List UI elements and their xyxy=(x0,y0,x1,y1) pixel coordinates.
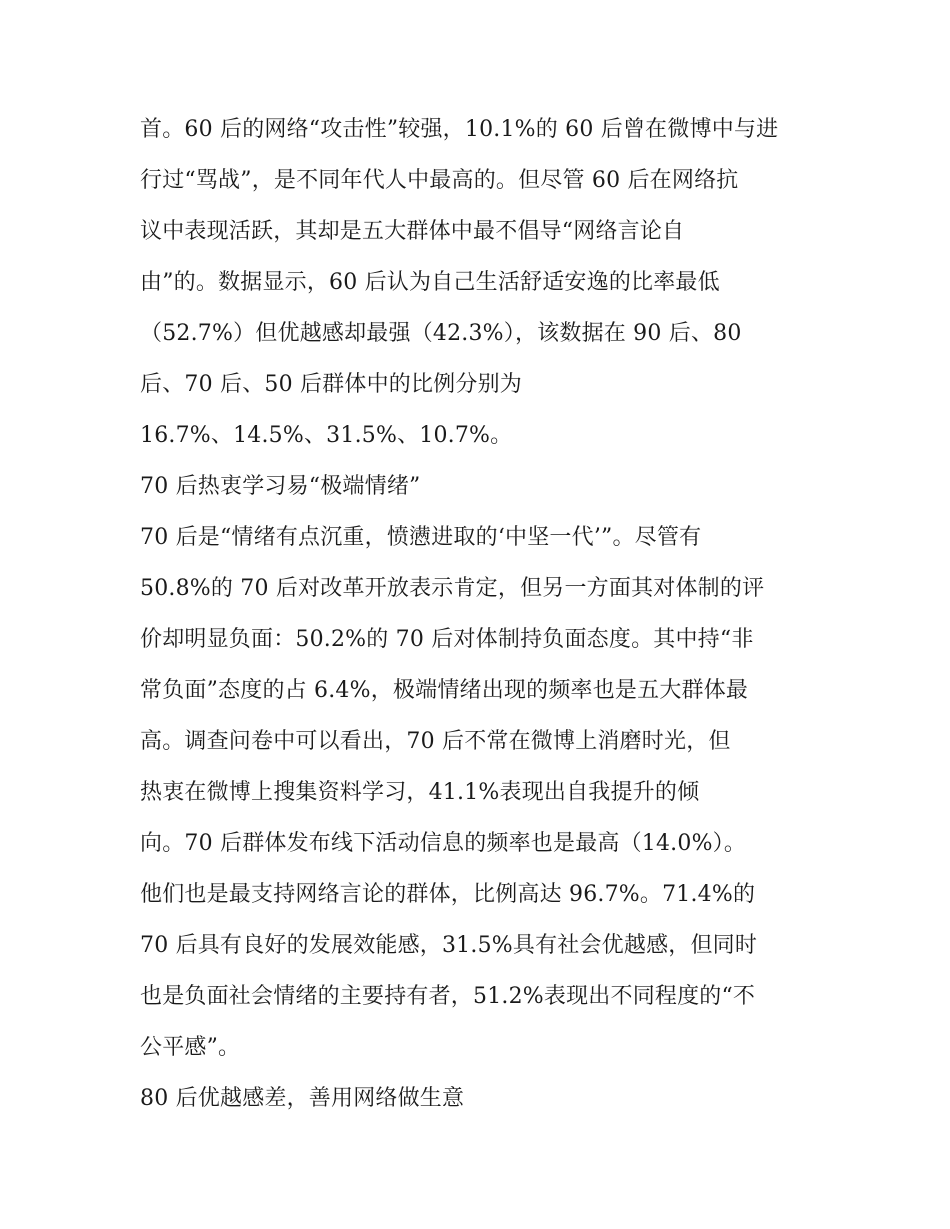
section-heading: 80 后优越感差，善用网络做生意 xyxy=(140,1086,465,1111)
text-line: 行过“骂战”，是不同年代人中最高的。但尽管 60 后在网络抗 xyxy=(140,168,739,193)
text-line: 首。60 后的网络“攻击性”较强，10.1%的 60 后曾在微博中与进 xyxy=(140,117,779,142)
text-line: 热衷在微博上搜集资料学习，41.1%表现出自我提升的倾 xyxy=(140,780,700,805)
text-line: 常负面”态度的占 6.4%，极端情绪出现的频率也是五大群体最 xyxy=(140,678,749,703)
text-line: 70 后具有良好的发展效能感，31.5%具有社会优越感，但同时 xyxy=(140,933,758,958)
text-line: 也是负面社会情绪的主要持有者，51.2%表现出不同程度的“不 xyxy=(140,984,756,1009)
text-line: 后、70 后、50 后群体中的比例分别为 xyxy=(140,372,522,397)
text-line: 由”的。数据显示，60 后认为自己生活舒适安逸的比率最低 xyxy=(140,270,720,295)
text-line: 向。70 后群体发布线下活动信息的频率也是最高（14.0%）。 xyxy=(140,831,747,856)
text-line: 他们也是最支持网络言论的群体，比例高达 96.7%。71.4%的 xyxy=(140,882,756,907)
text-line: 50.8%的 70 后对改革开放表示肯定，但另一方面其对体制的评 xyxy=(140,576,765,601)
text-line: 价却明显负面：50.2%的 70 后对体制持负面态度。其中持“非 xyxy=(140,627,754,652)
text-line: 公平感”。 xyxy=(140,1035,241,1060)
section-heading: 70 后热衷学习易“极端情绪” xyxy=(140,474,421,499)
text-line: 高。调查问卷中可以看出，70 后不常在微博上消磨时光，但 xyxy=(140,729,731,754)
text-line: 议中表现活跃，其却是五大群体中最不倡导“网络言论自 xyxy=(140,219,685,244)
text-line: 16.7%、14.5%、31.5%、10.7%。 xyxy=(140,423,513,448)
text-line: （52.7%）但优越感却最强（42.3%），该数据在 90 后、80 xyxy=(140,321,742,346)
text-line: 70 后是“情绪有点沉重，愤懑进取的‘中坚一代’”。尽管有 xyxy=(140,525,702,550)
